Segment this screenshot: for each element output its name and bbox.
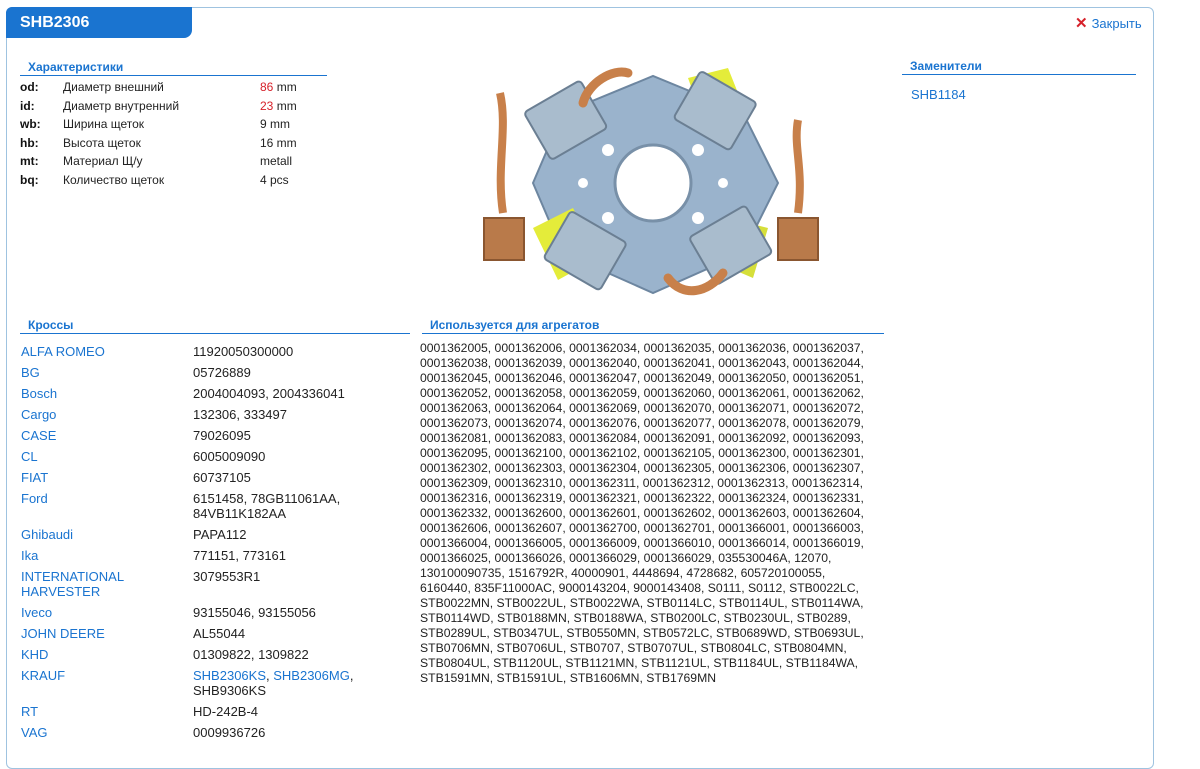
used-in-heading: Используется для агрегатов	[422, 318, 884, 334]
specs-heading: Характеристики	[20, 60, 327, 76]
substitute-link[interactable]: SHB1184	[911, 87, 966, 102]
cross-brand-link[interactable]: Bosch	[21, 386, 58, 401]
spec-name: Диаметр внутренний	[63, 98, 180, 113]
close-button[interactable]	[1075, 14, 1142, 32]
spec-key: mt:	[20, 154, 39, 169]
part-number-title: SHB2306	[6, 7, 192, 38]
spec-unit: mm	[276, 80, 297, 94]
cross-codes: PAPA112	[193, 527, 247, 542]
brush-left-graphic	[484, 93, 524, 260]
cross-brand-link[interactable]: Ford	[21, 491, 48, 506]
cross-codes: 60737105	[193, 470, 251, 485]
cross-brand-link[interactable]: Ghibaudi	[21, 527, 74, 542]
cross-brand-link[interactable]: VAG	[21, 725, 48, 740]
spec-key: id:	[20, 98, 35, 113]
spec-name: Материал Щ/у	[63, 154, 143, 169]
crosses-rows	[21, 0, 421, 740]
cross-brand-link[interactable]: ALFA ROMEO	[21, 344, 105, 359]
spec-value-number: 86	[260, 80, 274, 94]
cross-codes: 0009936726	[193, 725, 266, 740]
cross-codes: 3079553R1	[193, 569, 261, 584]
cross-brand-link[interactable]: FIAT	[21, 470, 49, 485]
cross-brand-link[interactable]: RT	[21, 704, 39, 719]
cross-brand-link[interactable]: JOHN DEERE	[21, 626, 105, 641]
spec-key: od:	[20, 80, 39, 94]
cross-brand-link[interactable]: Cargo	[21, 407, 57, 422]
used-in-list: 0001362005, 0001362006, 0001362034, 0001362035, 0001362036, 0001362037, 0001362038, 0001362039, 0001362040, 0001362041, 0001362043, 0001362044, 0001362045, 0001362046, 0001362047, 0001362049, 0001362050, 0001362051, 0001362052, 0001362058, 0001362059, 0001362060, 0001362061, 0001362062, 0001362063, 0001362064, 0001362069, 0001362070, 0001362071, 0001362072, 0001362073, 0001362074, 0001362076, 0001362077, 0001362078, 0001362079, 0001362081, 0001362083, 0001362084, 0001362091, 0001362092, 0001362093, 0001362095, 0001362100, 0001362102, 0001362105, 0001362300, 0001362301, 0001362302, 0001362303, 0001362304, 0001362305, 0001362306, 0001362307, 0001362309, 0001362310, 0001362311, 0001362312, 0001362313, 0001362314, 0001362316, 0001362319, 0001362321, 0001362322, 0001362324, 0001362331, 0001362332, 0001362600, 0001362601, 0001362602, 0001362603, 0001362604, 0001362606, 0001362607, 0001362700, 0001362701, 0001366001, 0001366003, 0001366004, 0001366005, 0001366009, 0001366010, 0001366014, 0001366019, 0001366025, 0001366026, 0001366029, 0001366029, 035530046A, 12070, 130100090735, 1516792R, 40000901, 4448694, 4728682, 605720100055, 6160440, 835F11000AC, 9000143204, 9000143408, S0111, S0112, STB0022LC, STB0022MN, STB0022UL, STB0022WA, STB0114LC, STB0114UL, STB0114WA, STB0114WD, STB0188MN, STB0188WA, STB0200LC, STB0230UL, STB0289, STB0289UL, STB0347UL, STB0550MN, STB0572LC, STB0689WD, STB0693UL, STB0706MN, STB0706UL, STB0707, STB0707UL, STB0804LC, STB0804MN, STB0804UL, STB1120UL, STB1121MN, STB1121UL, STB1184UL, STB1184WA, STB1591MN, STB1591UL, STB1606MN, STB1769MN	[420, 341, 864, 685]
cross-brand-link[interactable]: BG	[21, 365, 40, 380]
cross-codes: 2004004093, 2004336041	[193, 386, 345, 401]
spec-value-number: 23	[260, 98, 274, 113]
cross-brand-link[interactable]: INTERNATIONAL HARVESTER	[21, 569, 124, 599]
crosses-heading: Кроссы	[20, 318, 410, 334]
cross-codes: 11920050300000	[193, 344, 294, 359]
spec-name: Диаметр внешний	[63, 80, 164, 94]
spec-value: 9 mm	[260, 117, 290, 132]
spec-name: Высота щеток	[63, 135, 141, 150]
cross-brand-link[interactable]: KRAUF	[21, 668, 66, 683]
close-label: Закрыть	[1091, 16, 1142, 31]
cross-brand-link[interactable]: KHD	[21, 647, 49, 662]
spec-value: 4 pcs	[260, 172, 289, 187]
spec-value: metall	[260, 154, 293, 169]
spec-name: Ширина щеток	[63, 117, 145, 132]
cross-codes: 6005009090	[193, 449, 266, 464]
cross-brand-link[interactable]: Ika	[21, 548, 39, 563]
cross-codes: 79026095	[193, 428, 251, 443]
cross-code-link[interactable]: SHB2306MG	[273, 668, 350, 683]
substitutes-heading: Заменители	[902, 59, 1136, 75]
close-icon: ✕	[1075, 15, 1088, 32]
spec-value: 16 mm	[260, 135, 297, 150]
cross-codes: 771151, 773161	[193, 548, 287, 563]
cross-brand-link[interactable]: CASE	[21, 428, 57, 443]
cross-codes: 93155046, 93155056	[193, 605, 316, 620]
cross-codes: 05726889	[193, 365, 251, 380]
spec-name: Количество щеток	[63, 172, 165, 187]
brush-holder-product-image	[478, 58, 823, 310]
cross-codes: AL55044	[193, 626, 246, 641]
cross-codes: 132306, 333497	[193, 407, 287, 422]
brush-right-graphic	[778, 120, 818, 260]
cross-brand-link[interactable]: CL	[21, 449, 38, 464]
cross-codes: HD-242B-4	[193, 704, 259, 719]
spec-key: hb:	[20, 135, 39, 150]
cross-brand-link[interactable]: Iveco	[21, 605, 53, 620]
cross-code-link[interactable]: SHB2306KS	[193, 668, 266, 683]
brush-holder-plate-graphic	[524, 68, 778, 293]
spec-key: bq:	[20, 172, 39, 187]
cross-codes: 01309822, 1309822	[193, 647, 309, 662]
cross-codes: SHB2306KS, SHB2306MG, SHB9306KS	[193, 668, 354, 698]
cross-codes: 6151458, 78GB11061AA, 84VB11K182AA	[193, 491, 341, 521]
spec-key: wb:	[20, 117, 41, 132]
spec-unit: mm	[276, 98, 297, 113]
